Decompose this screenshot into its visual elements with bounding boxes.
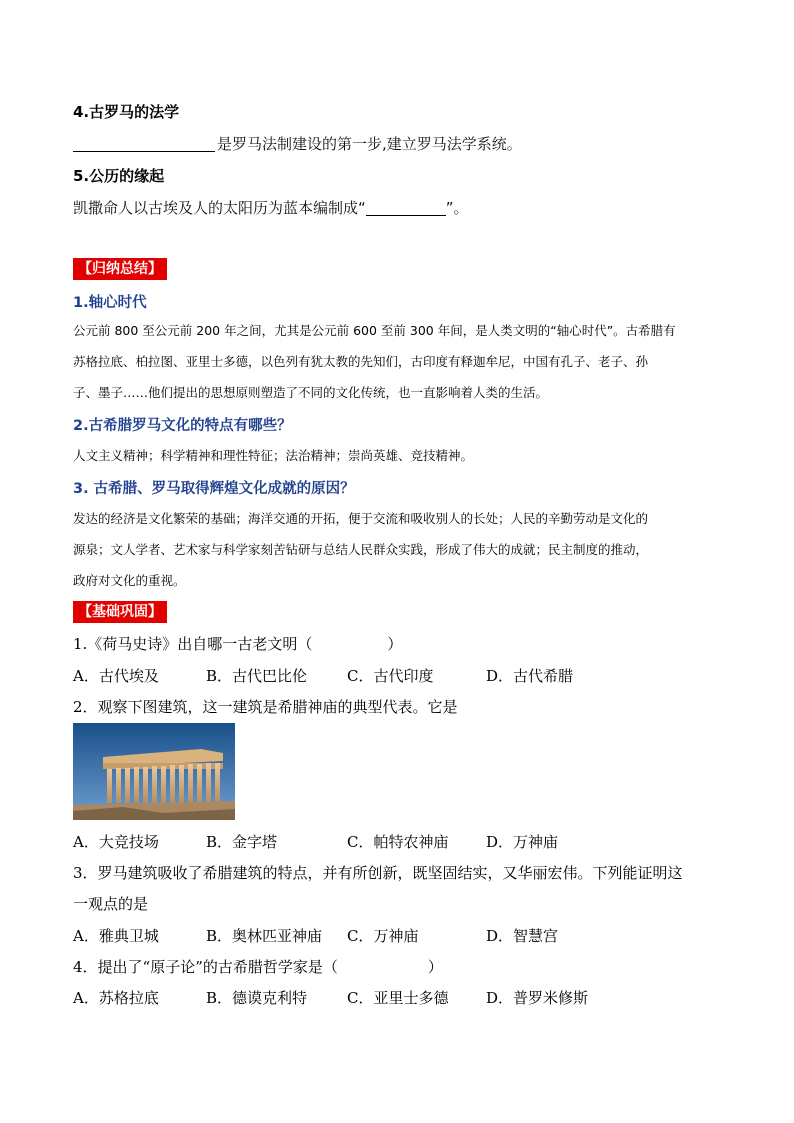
q4-option-b[interactable]: B．德谟克利特 [206,989,308,1007]
q1-option-a[interactable]: A．古代埃及 [73,667,159,685]
q4-option-c[interactable]: C．亚里士多德 [347,989,449,1007]
summary-heading-2: 2.古希腊罗马文化的特点有哪些？ [73,418,292,434]
question-1: 1.《荷马史诗》出自哪一古老文明（ ） [73,635,403,653]
question-2: 2．观察下图建筑，这一建筑是希腊神庙的典型代表。它是 [73,698,458,716]
q3-option-c[interactable]: C．万神庙 [347,927,419,945]
q4-option-a[interactable]: A．苏格拉底 [73,989,159,1007]
q2-option-a[interactable]: A．大竞技场 [73,833,159,851]
q1-option-d[interactable]: D．古代希腊 [486,667,574,685]
summary-para-3-line-1: 发达的经济是文化繁荣的基础；海洋交通的开拓，便于交流和吸收别人的长处；人民的辛勤劳动是文化的 [73,511,649,526]
summary-heading-3: 3. 古希腊、罗马取得辉煌文化成就的原因？ [73,481,355,497]
question-3-line-1: 3．罗马建筑吸收了希腊建筑的特点，并有所创新，既坚固结实，又华丽宏伟。下列能证明这 [73,864,683,882]
section-4-line [73,133,522,155]
summary-para-1-line-2: 苏格拉底、柏拉图、亚里士多德，以色列有犹太教的先知们，古印度有释迦牟尼，中国有孔子、老子、孙 [73,354,649,369]
q2-option-c[interactable]: C．帕特农神庙 [347,833,449,851]
parthenon-illustration [73,723,235,820]
q2-option-d[interactable]: D．万神庙 [486,833,559,851]
summary-para-1-line-1: 公元前 800 至公元前 200 年之间，尤其是公元前 600 至前 300 年间，是人类文明的“轴心时代”。古希腊有 [73,323,676,338]
section-4-title: 4.古罗马的法学 [73,103,180,121]
summary-heading-1: 1.轴心时代 [73,295,147,311]
q4-option-d[interactable]: D．普罗米修斯 [486,989,589,1007]
section-5-text-after: ”。 [445,199,469,217]
parthenon-photo [73,723,235,820]
section-5-line [73,197,469,219]
summary-para-3-line-3: 政府对文化的重视。 [73,573,186,588]
q3-option-a[interactable]: A．雅典卫城 [73,927,159,945]
section-5-title: 5.公历的缘起 [73,167,165,185]
q3-option-b[interactable]: B．奥林匹亚神庙 [206,927,323,945]
q3-option-d[interactable]: D．智慧宫 [486,927,559,945]
fill-blank[interactable] [366,199,446,216]
q2-option-b[interactable]: B．金字塔 [206,833,278,851]
section-5-text-before: 凯撒命人以古埃及人的太阳历为蓝本编制成“ [73,199,366,217]
summary-para-2: 人文主义精神；科学精神和理性特征；法治精神；崇尚英雄、竞技精神。 [73,448,474,463]
q1-option-b[interactable]: B．古代巴比伦 [206,667,308,685]
fill-blank[interactable] [73,135,215,152]
summary-para-3-line-2: 源泉；文人学者、艺术家与科学家刻苦钻研与总结人民群众实践，形成了伟大的成就；民主制度的推动， [73,542,649,557]
question-3-line-2: 一观点的是 [73,895,149,913]
section-4-text: 是罗马法制建设的第一步,建立罗马法学系统。 [217,135,522,153]
summary-tag: 【归纳总结】 [73,258,167,280]
summary-para-1-line-3: 子、墨子……他们提出的思想原则塑造了不同的文化传统，也一直影响着人类的生活。 [73,385,549,400]
practice-tag: 【基础巩固】 [73,601,167,623]
q1-option-c[interactable]: C．古代印度 [347,667,434,685]
question-4: 4．提出了“原子论”的古希腊哲学家是（ ） [73,958,443,976]
